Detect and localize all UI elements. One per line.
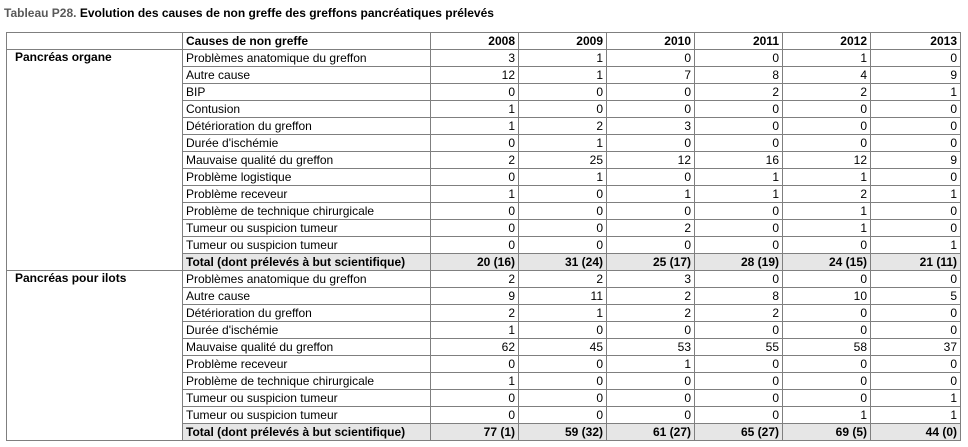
value-cell: 0 xyxy=(431,135,519,152)
value-cell: 1 xyxy=(431,101,519,118)
cause-cell: Problème logistique xyxy=(183,169,431,186)
value-cell: 0 xyxy=(695,220,783,237)
value-cell: 0 xyxy=(783,237,871,254)
value-cell: 3 xyxy=(607,271,695,288)
value-cell: 11 xyxy=(519,288,607,305)
header-year: 2010 xyxy=(607,33,695,50)
value-cell: 0 xyxy=(431,407,519,424)
cause-cell: Problème de technique chirurgicale xyxy=(183,203,431,220)
value-cell: 0 xyxy=(519,84,607,101)
total-value: 25 (17) xyxy=(607,254,695,271)
value-cell: 1 xyxy=(871,407,961,424)
header-year: 2008 xyxy=(431,33,519,50)
total-label: Total (dont prélevés à but scientifique) xyxy=(183,424,431,441)
value-cell: 10 xyxy=(783,288,871,305)
value-cell: 1 xyxy=(431,322,519,339)
value-cell: 0 xyxy=(607,390,695,407)
total-value: 69 (5) xyxy=(783,424,871,441)
value-cell: 2 xyxy=(431,152,519,169)
value-cell: 3 xyxy=(607,118,695,135)
value-cell: 1 xyxy=(695,186,783,203)
cause-cell: Durée d'ischémie xyxy=(183,135,431,152)
caption-prefix: Tableau P28. xyxy=(4,6,77,20)
total-value: 77 (1) xyxy=(431,424,519,441)
value-cell: 0 xyxy=(783,390,871,407)
total-value: 65 (27) xyxy=(695,424,783,441)
value-cell: 2 xyxy=(431,271,519,288)
cause-cell: Tumeur ou suspicion tumeur xyxy=(183,220,431,237)
value-cell: 0 xyxy=(871,373,961,390)
value-cell: 12 xyxy=(783,152,871,169)
total-value: 28 (19) xyxy=(695,254,783,271)
value-cell: 0 xyxy=(871,305,961,322)
total-value: 31 (24) xyxy=(519,254,607,271)
value-cell: 1 xyxy=(871,84,961,101)
value-cell: 12 xyxy=(431,67,519,84)
value-cell: 2 xyxy=(783,84,871,101)
header-year: 2012 xyxy=(783,33,871,50)
value-cell: 8 xyxy=(695,288,783,305)
caption-title: Evolution des causes de non greffe des greffons pancréatiques prélevés xyxy=(79,6,494,20)
header-year: 2013 xyxy=(871,33,961,50)
table-caption xyxy=(4,6,494,20)
value-cell: 37 xyxy=(871,339,961,356)
value-cell: 2 xyxy=(519,271,607,288)
total-value: 24 (15) xyxy=(783,254,871,271)
value-cell: 1 xyxy=(783,220,871,237)
value-cell: 1 xyxy=(783,407,871,424)
cause-cell: Tumeur ou suspicion tumeur xyxy=(183,390,431,407)
value-cell: 0 xyxy=(519,220,607,237)
value-cell: 2 xyxy=(695,305,783,322)
value-cell: 62 xyxy=(431,339,519,356)
value-cell: 0 xyxy=(431,84,519,101)
total-value: 20 (16) xyxy=(431,254,519,271)
value-cell: 0 xyxy=(783,373,871,390)
value-cell: 2 xyxy=(607,305,695,322)
value-cell: 0 xyxy=(431,390,519,407)
value-cell: 0 xyxy=(519,101,607,118)
value-cell: 0 xyxy=(695,390,783,407)
value-cell: 0 xyxy=(431,203,519,220)
value-cell: 0 xyxy=(519,390,607,407)
cause-cell: Problèmes anatomique du greffon xyxy=(183,271,431,288)
value-cell: 0 xyxy=(607,237,695,254)
table-row xyxy=(7,50,961,67)
value-cell: 2 xyxy=(695,84,783,101)
value-cell: 9 xyxy=(431,288,519,305)
group-label: Pancréas organe xyxy=(7,50,183,271)
total-label: Total (dont prélevés à but scientifique) xyxy=(183,254,431,271)
value-cell: 0 xyxy=(519,373,607,390)
value-cell: 1 xyxy=(783,50,871,67)
group-label: Pancréas pour ilots xyxy=(7,271,183,441)
value-cell: 0 xyxy=(695,373,783,390)
cause-cell: Problème de technique chirurgicale xyxy=(183,373,431,390)
value-cell: 0 xyxy=(431,169,519,186)
header-empty-cell xyxy=(7,33,183,50)
value-cell: 0 xyxy=(783,271,871,288)
value-cell: 45 xyxy=(519,339,607,356)
value-cell: 0 xyxy=(607,169,695,186)
cause-cell: Détérioration du greffon xyxy=(183,118,431,135)
causes-table xyxy=(6,32,961,441)
value-cell: 1 xyxy=(783,169,871,186)
value-cell: 1 xyxy=(519,67,607,84)
value-cell: 0 xyxy=(607,373,695,390)
cause-cell: Contusion xyxy=(183,101,431,118)
value-cell: 1 xyxy=(695,169,783,186)
value-cell: 1 xyxy=(431,373,519,390)
value-cell: 0 xyxy=(607,101,695,118)
value-cell: 1 xyxy=(519,169,607,186)
value-cell: 16 xyxy=(695,152,783,169)
value-cell: 0 xyxy=(519,186,607,203)
value-cell: 0 xyxy=(695,203,783,220)
value-cell: 2 xyxy=(783,186,871,203)
cause-cell: Problème receveur xyxy=(183,356,431,373)
value-cell: 0 xyxy=(519,322,607,339)
value-cell: 1 xyxy=(783,203,871,220)
value-cell: 0 xyxy=(519,237,607,254)
value-cell: 0 xyxy=(695,322,783,339)
value-cell: 12 xyxy=(607,152,695,169)
header-year: 2011 xyxy=(695,33,783,50)
value-cell: 0 xyxy=(695,237,783,254)
value-cell: 0 xyxy=(783,101,871,118)
value-cell: 2 xyxy=(519,118,607,135)
value-cell: 58 xyxy=(783,339,871,356)
value-cell: 0 xyxy=(431,220,519,237)
value-cell: 1 xyxy=(431,118,519,135)
value-cell: 0 xyxy=(695,135,783,152)
value-cell: 0 xyxy=(871,271,961,288)
value-cell: 0 xyxy=(607,84,695,101)
value-cell: 1 xyxy=(519,305,607,322)
value-cell: 9 xyxy=(871,152,961,169)
value-cell: 1 xyxy=(871,390,961,407)
value-cell: 2 xyxy=(607,220,695,237)
total-value: 59 (32) xyxy=(519,424,607,441)
total-value: 44 (0) xyxy=(871,424,961,441)
cause-cell: BIP xyxy=(183,84,431,101)
value-cell: 1 xyxy=(431,186,519,203)
value-cell: 8 xyxy=(695,67,783,84)
value-cell: 9 xyxy=(871,67,961,84)
value-cell: 4 xyxy=(783,67,871,84)
value-cell: 53 xyxy=(607,339,695,356)
value-cell: 1 xyxy=(607,356,695,373)
value-cell: 0 xyxy=(871,118,961,135)
value-cell: 0 xyxy=(783,305,871,322)
value-cell: 2 xyxy=(431,305,519,322)
cause-cell: Tumeur ou suspicion tumeur xyxy=(183,237,431,254)
header-year: 2009 xyxy=(519,33,607,50)
value-cell: 0 xyxy=(783,118,871,135)
value-cell: 0 xyxy=(695,271,783,288)
value-cell: 0 xyxy=(871,356,961,373)
cause-cell: Mauvaise qualité du greffon xyxy=(183,339,431,356)
table-row xyxy=(7,271,961,288)
value-cell: 0 xyxy=(783,356,871,373)
value-cell: 0 xyxy=(871,50,961,67)
header-row xyxy=(7,33,961,50)
value-cell: 5 xyxy=(871,288,961,305)
table-body xyxy=(7,33,961,441)
value-cell: 0 xyxy=(695,50,783,67)
cause-cell: Autre cause xyxy=(183,288,431,305)
value-cell: 1 xyxy=(871,186,961,203)
value-cell: 1 xyxy=(871,237,961,254)
value-cell: 0 xyxy=(695,101,783,118)
value-cell: 0 xyxy=(871,322,961,339)
value-cell: 1 xyxy=(519,135,607,152)
cause-cell: Problème receveur xyxy=(183,186,431,203)
value-cell: 0 xyxy=(431,237,519,254)
value-cell: 0 xyxy=(519,203,607,220)
cause-cell: Tumeur ou suspicion tumeur xyxy=(183,407,431,424)
value-cell: 0 xyxy=(695,118,783,135)
value-cell: 0 xyxy=(519,356,607,373)
value-cell: 0 xyxy=(519,407,607,424)
value-cell: 7 xyxy=(607,67,695,84)
value-cell: 1 xyxy=(607,186,695,203)
value-cell: 2 xyxy=(607,288,695,305)
cause-cell: Détérioration du greffon xyxy=(183,305,431,322)
value-cell: 0 xyxy=(871,203,961,220)
cause-cell: Problèmes anatomique du greffon xyxy=(183,50,431,67)
value-cell: 1 xyxy=(519,50,607,67)
value-cell: 0 xyxy=(607,135,695,152)
value-cell: 0 xyxy=(871,169,961,186)
value-cell: 0 xyxy=(431,356,519,373)
value-cell: 0 xyxy=(695,356,783,373)
total-value: 61 (27) xyxy=(607,424,695,441)
value-cell: 0 xyxy=(871,101,961,118)
value-cell: 0 xyxy=(607,50,695,67)
value-cell: 0 xyxy=(695,407,783,424)
cause-cell: Autre cause xyxy=(183,67,431,84)
value-cell: 0 xyxy=(783,135,871,152)
header-cause: Causes de non greffe xyxy=(183,33,431,50)
value-cell: 0 xyxy=(871,220,961,237)
value-cell: 0 xyxy=(607,203,695,220)
value-cell: 3 xyxy=(431,50,519,67)
value-cell: 0 xyxy=(783,322,871,339)
value-cell: 0 xyxy=(607,322,695,339)
value-cell: 0 xyxy=(607,407,695,424)
cause-cell: Durée d'ischémie xyxy=(183,322,431,339)
cause-cell: Mauvaise qualité du greffon xyxy=(183,152,431,169)
value-cell: 55 xyxy=(695,339,783,356)
total-value: 21 (11) xyxy=(871,254,961,271)
value-cell: 0 xyxy=(871,135,961,152)
value-cell: 25 xyxy=(519,152,607,169)
